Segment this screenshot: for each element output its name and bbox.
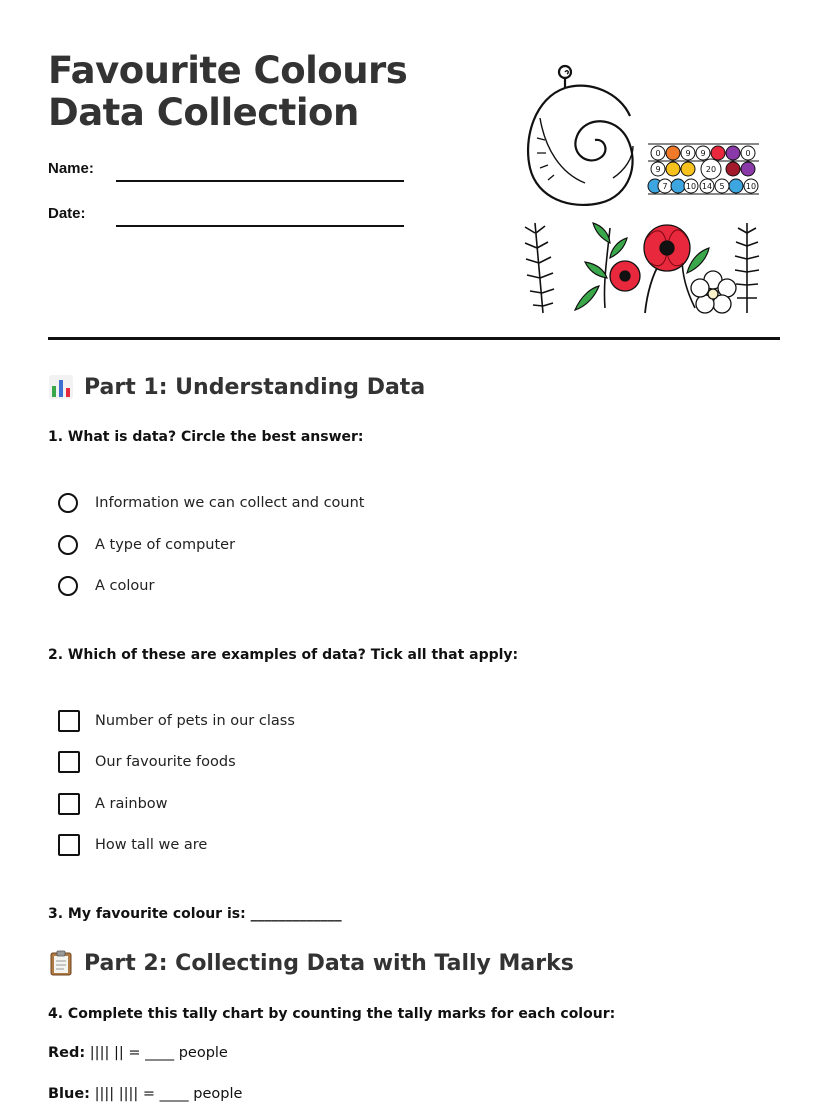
page-title: Favourite Colours Data Collection: [48, 49, 408, 134]
date-field[interactable]: [116, 225, 404, 227]
radio-circle[interactable]: [58, 576, 78, 596]
question-1: 1. What is data? Circle the best answer:: [48, 429, 364, 445]
white-flower-icon: [691, 271, 736, 313]
red-flower-icon: [610, 225, 690, 291]
bar-chart-icon: [48, 374, 74, 400]
svg-text:10: 10: [745, 182, 757, 191]
checkbox[interactable]: [58, 793, 80, 815]
svg-text:9: 9: [685, 149, 691, 158]
name-label: Name:: [48, 160, 94, 177]
q2-option-1[interactable]: [58, 710, 295, 732]
checkbox[interactable]: [58, 834, 80, 856]
option-label: Number of pets in our class: [95, 713, 295, 729]
svg-text:9: 9: [655, 165, 661, 174]
option-label: A rainbow: [95, 796, 168, 812]
svg-text:14: 14: [701, 182, 713, 191]
fern-icon: [525, 223, 554, 313]
svg-text:20: 20: [705, 165, 717, 174]
svg-text:0: 0: [745, 149, 751, 158]
part1-heading-text: Part 1: Understanding Data: [84, 374, 426, 400]
svg-text:7: 7: [662, 182, 668, 191]
q1-option-2[interactable]: [58, 535, 236, 555]
option-label: How tall we are: [95, 837, 208, 853]
option-label: A type of computer: [95, 537, 236, 553]
tally-marks: |||| |||| = ____ people: [94, 1086, 243, 1102]
svg-text:0: 0: [655, 149, 661, 158]
name-field[interactable]: [116, 180, 404, 182]
option-label: Information we can collect and count: [95, 495, 365, 511]
svg-text:10: 10: [685, 182, 697, 191]
part2-heading-text: Part 2: Collecting Data with Tally Marks: [84, 950, 574, 976]
q2-option-4[interactable]: [58, 834, 208, 856]
fern-icon: [735, 223, 759, 313]
svg-text:9: 9: [700, 149, 706, 158]
radio-circle[interactable]: [58, 535, 78, 555]
leaves-icon: [575, 223, 709, 313]
q2-option-2[interactable]: [58, 751, 236, 773]
clipboard-icon: [48, 950, 74, 976]
option-label: A colour: [95, 578, 155, 594]
tally-marks: |||| || = ____ people: [89, 1045, 228, 1061]
checkbox[interactable]: [58, 710, 80, 732]
part2-heading: [48, 950, 574, 976]
nature-illustration: [515, 58, 783, 320]
checkbox[interactable]: [58, 751, 80, 773]
date-label: Date:: [48, 205, 86, 222]
counting-beads-icon: [648, 144, 759, 194]
koru-spiral-icon: [528, 66, 633, 205]
q2-option-3[interactable]: [58, 793, 168, 815]
tally-row-blue: [48, 1086, 242, 1102]
tally-label: Red:: [48, 1045, 86, 1061]
question-4: 4. Complete this tally chart by counting the tally marks for each colour:: [48, 1006, 616, 1022]
part1-heading: [48, 374, 425, 400]
q1-option-1[interactable]: [58, 493, 365, 513]
tally-label: Blue:: [48, 1086, 90, 1102]
question-2: 2. Which of these are examples of data? Tick all that apply:: [48, 647, 519, 663]
question-3: 3. My favourite colour is: _____________: [48, 906, 342, 922]
svg-text:5: 5: [719, 182, 725, 191]
tally-row-red: [48, 1045, 228, 1061]
option-label: Our favourite foods: [95, 754, 236, 770]
q1-option-3[interactable]: [58, 576, 155, 596]
radio-circle[interactable]: [58, 493, 78, 513]
section-divider: [48, 337, 780, 340]
